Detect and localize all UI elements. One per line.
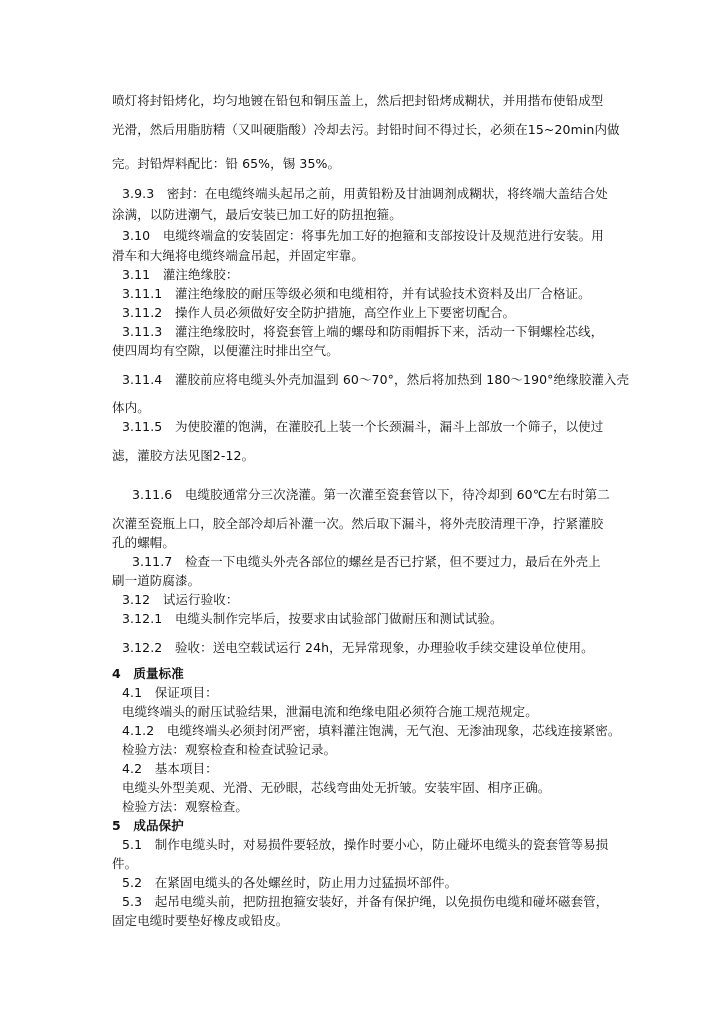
text-line: 固定电缆时要垫好橡皮或铅皮。 bbox=[112, 913, 289, 928]
text-line: 3.12 试运行验收： bbox=[122, 592, 239, 607]
text-line: 3.11.3 灌注绝缘胶时，将瓷套管上端的螺母和防雨帽拆下来，活动一下铜螺栓芯线， bbox=[122, 324, 604, 339]
text-line: 喷灯将封铅烤化，均匀地镀在铅包和铜压盖上，然后把封铅烤成糊状，并用揩布使铅成型 bbox=[112, 93, 604, 108]
text-line: 3.9.3 密封：在电缆终端头起吊之前，用黄铅粉及甘油调剂成糊状，将终端大盖结合处 bbox=[122, 186, 608, 201]
text-line: 检验方法：观察检查。 bbox=[122, 799, 249, 814]
text-line: 件。 bbox=[112, 856, 138, 871]
text-line: 3.11.7 检查一下电缆头外壳各部位的螺丝是否已拧紧，但不要过力，最后在外壳上 bbox=[132, 554, 601, 569]
text-line: 4.1 保证项目： bbox=[122, 685, 218, 700]
text-line: 4.1.2 电缆终端头必须封闭严密，填料灌注饱满，无气泡、无渗油现象，芯线连接紧密。 bbox=[122, 723, 621, 738]
text-line: 电缆终端头的耐压试验结果，泄漏电流和绝缘电阻必须符合施工规范规定。 bbox=[122, 704, 538, 719]
text-line: 光滑，然后用脂肪精（又叫硬脂酸）冷却去污。封铅时间不得过长，必须在15~20min内做 bbox=[112, 122, 620, 137]
text-line: 滑车和大绳将电缆终端盒吊起，并固定牢靠。 bbox=[112, 248, 365, 263]
text-line: 3.11.5 为使胶灌的饱满，在灌胶孔上装一个长颈漏斗，漏斗上部放一个筛子，以使过 bbox=[122, 419, 604, 434]
text-line: 体内。 bbox=[112, 400, 150, 415]
text-line: 孔的螺帽。 bbox=[112, 535, 176, 550]
text-line: 滤，灌胶方法见图2-12。 bbox=[112, 448, 255, 463]
text-line: 3.12.1 电缆头制作完毕后，按要求由试验部门做耐压和测试试验。 bbox=[122, 611, 503, 626]
section-heading: 5 成品保护 bbox=[112, 818, 184, 833]
text-line: 4.2 基本项目： bbox=[122, 761, 218, 776]
text-line: 3.11 灌注绝缘胶： bbox=[122, 267, 239, 282]
text-line: 电缆头外型美观、光滑、无砂眼，芯线弯曲处无折皱。安装牢固、相序正确。 bbox=[122, 780, 551, 795]
text-line: 次灌至瓷瓶上口，胶全部冷却后补灌一次。然后取下漏斗，将外壳胶清理干净，拧紧灌胶 bbox=[112, 516, 604, 531]
text-line: 3.11.4 灌胶前应将电缆头外壳加温到 60～70°，然后将加热到 180～190°绝缘胶灌入壳 bbox=[122, 372, 630, 387]
text-line: 3.11.1 灌注绝缘胶的耐压等级必须和电缆相符，并有试验技术资料及出厂合格证。 bbox=[122, 286, 591, 301]
text-line: 3.11.6 电缆胶通常分三次浇灌。第一次灌至瓷套管以下，待冷却到 60℃左右时第二 bbox=[132, 487, 610, 502]
text-line: 3.12.2 验收：送电空载试运行 24h，无异常现象，办理验收手续交建设单位使用。 bbox=[122, 640, 594, 655]
text-line: 涂满，以防进潮气，最后安装已加工好的防扭抱箍。 bbox=[112, 207, 402, 222]
text-line: 3.10 电缆终端盒的安装固定：将事先加工好的抱箍和支部按设计及规范进行安装。用 bbox=[122, 228, 604, 243]
text-line: 使四周均有空隙，以便灌注时排出空气。 bbox=[112, 343, 339, 358]
text-line: 5.3 起吊电缆头前，把防扭抱箍安装好，并备有保护绳，以免损伤电缆和碰坏磁套管， bbox=[122, 894, 609, 909]
text-line: 完。封铅焊料配比：铅 65%，锡 35%。 bbox=[112, 156, 341, 171]
section-heading: 4 质量标准 bbox=[112, 666, 184, 681]
text-line: 3.11.2 操作人员必须做好安全防护措施，高空作业上下要密切配合。 bbox=[122, 305, 516, 320]
text-line: 检验方法：观察检查和检查试验记录。 bbox=[122, 742, 337, 757]
text-line: 刷一道防腐漆。 bbox=[112, 573, 201, 588]
text-line: 5.1 制作电缆头时，对易损件要轻放，操作时要小心，防止碰坏电缆头的瓷套管等易损 bbox=[122, 837, 609, 852]
text-line: 5.2 在紧固电缆头的各处螺丝时，防止用力过猛损坏部件。 bbox=[122, 875, 458, 890]
